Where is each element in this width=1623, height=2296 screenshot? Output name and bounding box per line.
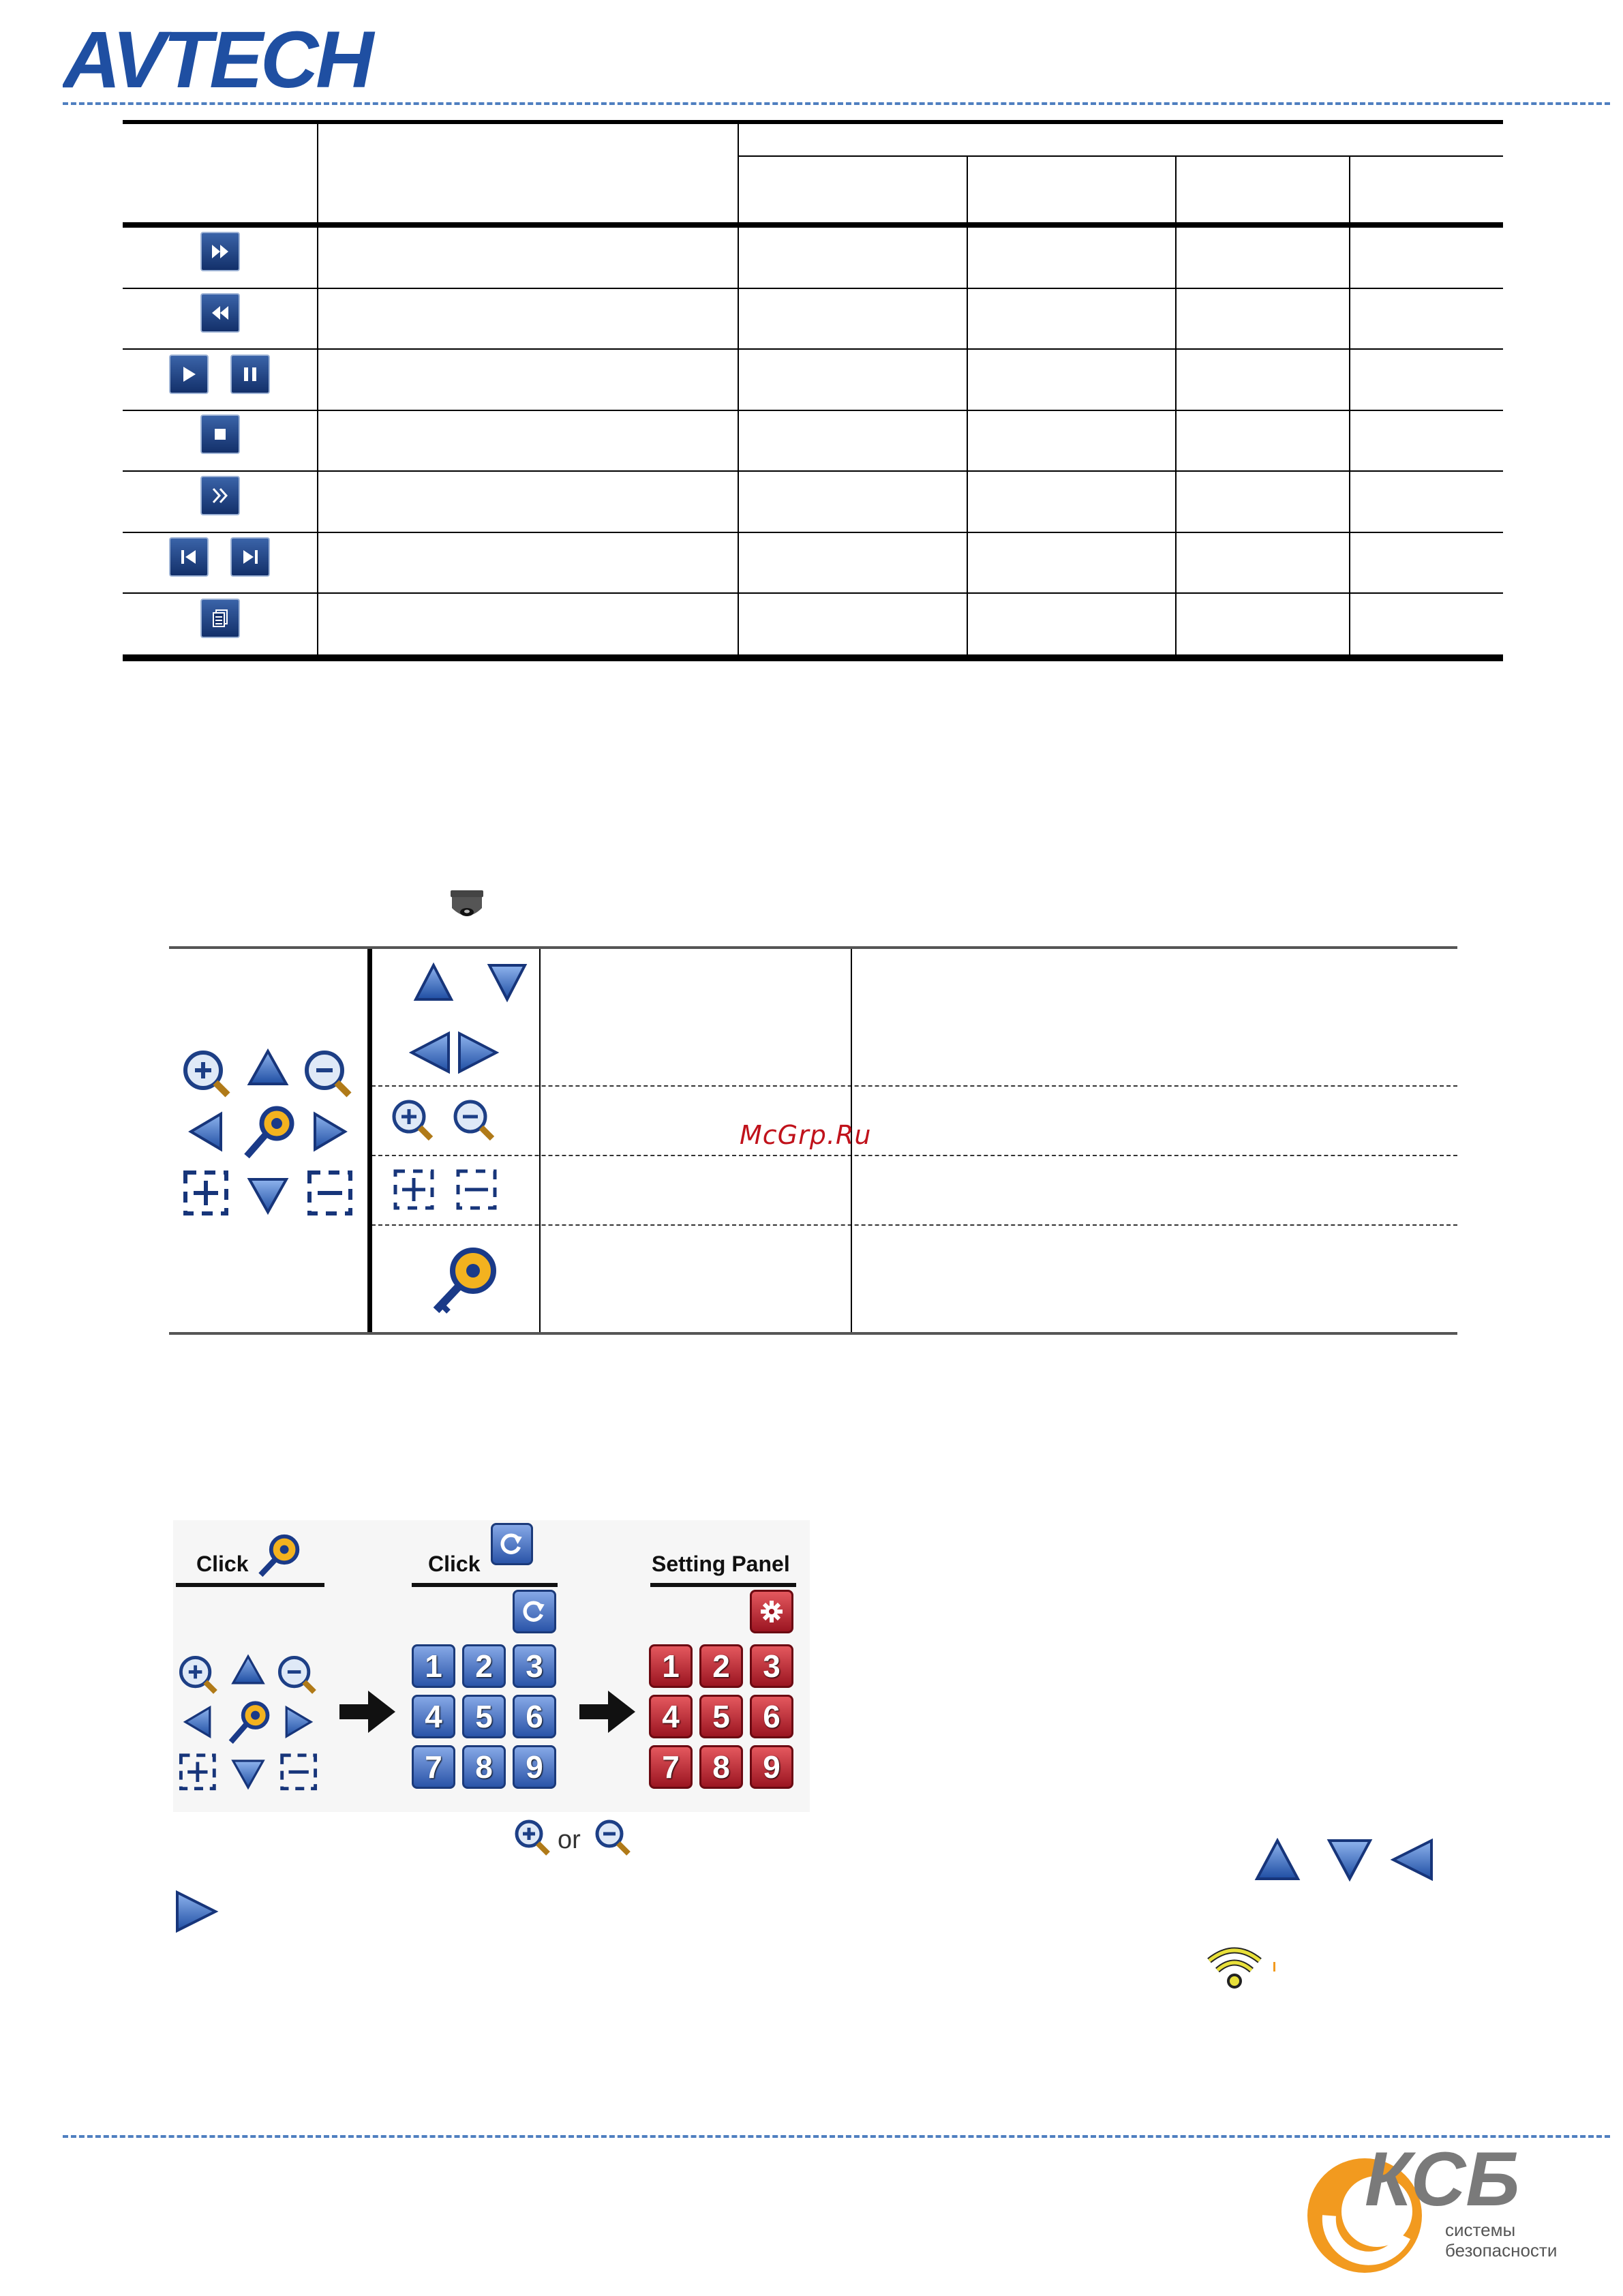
ksb-tagline-2: безопасности (1445, 2240, 1558, 2261)
zoom-icons (390, 1096, 506, 1147)
ptz-down-icon (489, 965, 525, 999)
caption-setting-panel: Setting Panel (652, 1552, 790, 1576)
ptz-left-icon (412, 1033, 449, 1072)
key-1[interactable]: 1 (649, 1644, 693, 1688)
arrow-right-icon (577, 1688, 638, 1736)
watermark: McGrp.Ru (740, 1120, 872, 1150)
key-2[interactable]: 2 (462, 1644, 506, 1688)
arrow-right-icon (337, 1688, 398, 1736)
caption-click-1: Click (196, 1552, 249, 1576)
focus-near-icon (185, 1173, 226, 1213)
focus-near-icon (395, 1171, 432, 1208)
focus-far-icon (458, 1171, 495, 1208)
ptz-up-icon (249, 1051, 286, 1084)
ptz-up-icon (233, 1657, 263, 1683)
ptz-down-icon (249, 1179, 286, 1212)
ptz-right-icon (315, 1114, 345, 1149)
ptz-down-icon (233, 1761, 263, 1787)
ptz-right-icon (286, 1708, 311, 1736)
inline-direction-icons (1254, 1837, 1445, 1884)
key-8[interactable]: 8 (462, 1745, 506, 1789)
zoom-out-icon (593, 1817, 635, 1860)
header-divider (63, 102, 1610, 105)
switch-button-icon (513, 1590, 556, 1633)
stop-icon (200, 414, 240, 454)
zoom-out-icon (455, 1102, 492, 1138)
cursor-mark (1273, 1962, 1275, 1972)
setting-key-icon (231, 1703, 268, 1742)
ptz-right-icon (173, 1888, 221, 1936)
key-5[interactable]: 5 (462, 1695, 506, 1738)
event-list-icon (200, 599, 240, 638)
focus-far-icon (282, 1755, 316, 1789)
caption-underline (176, 1583, 324, 1587)
key-6[interactable]: 6 (513, 1695, 556, 1738)
gear-icon (750, 1590, 793, 1633)
zoom-out-icon (279, 1657, 314, 1692)
switch-icon (491, 1523, 533, 1565)
play-icon (169, 354, 209, 394)
fast-rewind-icon (200, 293, 240, 333)
key-4[interactable]: 4 (412, 1695, 455, 1738)
ksb-logo-text: КСБ (1365, 2141, 1520, 2222)
ptz-left-icon (1393, 1841, 1431, 1879)
zoom-out-icon (307, 1053, 349, 1095)
or-text: or (558, 1826, 581, 1854)
ptz-panel-small (173, 1650, 323, 1800)
key-8[interactable]: 8 (699, 1745, 743, 1789)
key-9[interactable]: 9 (513, 1745, 556, 1789)
ptz-direction-icons (409, 961, 532, 1077)
caption-click-2: Click (428, 1552, 481, 1576)
zoom-in-icon (185, 1053, 228, 1095)
caption-underline (412, 1583, 558, 1587)
wifi-signal-icon (1205, 1944, 1264, 1989)
focus-icons (391, 1167, 507, 1212)
ptz-up-icon (416, 965, 451, 999)
focus-near-icon (181, 1755, 214, 1789)
ptz-left-icon (185, 1708, 210, 1736)
setting-key-icon (255, 1531, 304, 1580)
focus-far-icon (309, 1173, 350, 1213)
avtech-logo (63, 20, 417, 97)
ptz-panel-overview (176, 1043, 360, 1227)
key-5[interactable]: 5 (699, 1695, 743, 1738)
zoom-in-icon (181, 1657, 215, 1692)
ksb-tagline-1: системы (1445, 2220, 1516, 2240)
setting-key-icon (428, 1242, 503, 1318)
ksb-logo (1302, 2141, 1588, 2284)
zoom-in-icon (394, 1102, 431, 1138)
ptz-left-icon (191, 1114, 221, 1149)
fast-forward-icon (200, 232, 240, 271)
key-6[interactable]: 6 (750, 1695, 793, 1738)
logo-text: AVTECH (63, 20, 371, 97)
zoom-in-icon (513, 1817, 555, 1860)
setting-key-icon (247, 1108, 292, 1156)
previous-hour-icon (169, 537, 209, 577)
ptz-right-icon (459, 1033, 496, 1072)
ptz-dome-icon (446, 888, 487, 924)
footer-divider (63, 2135, 1610, 2138)
next-hour-icon (230, 537, 270, 577)
key-9[interactable]: 9 (750, 1745, 793, 1789)
caption-underline (650, 1583, 796, 1587)
key-3[interactable]: 3 (750, 1644, 793, 1688)
key-7[interactable]: 7 (649, 1745, 693, 1789)
pause-icon (230, 354, 270, 394)
key-2[interactable]: 2 (699, 1644, 743, 1688)
slow-play-icon (200, 476, 240, 515)
ptz-down-icon (1329, 1841, 1370, 1879)
key-4[interactable]: 4 (649, 1695, 693, 1738)
key-7[interactable]: 7 (412, 1745, 455, 1789)
key-1[interactable]: 1 (412, 1644, 455, 1688)
key-3[interactable]: 3 (513, 1644, 556, 1688)
ptz-up-icon (1257, 1841, 1298, 1879)
